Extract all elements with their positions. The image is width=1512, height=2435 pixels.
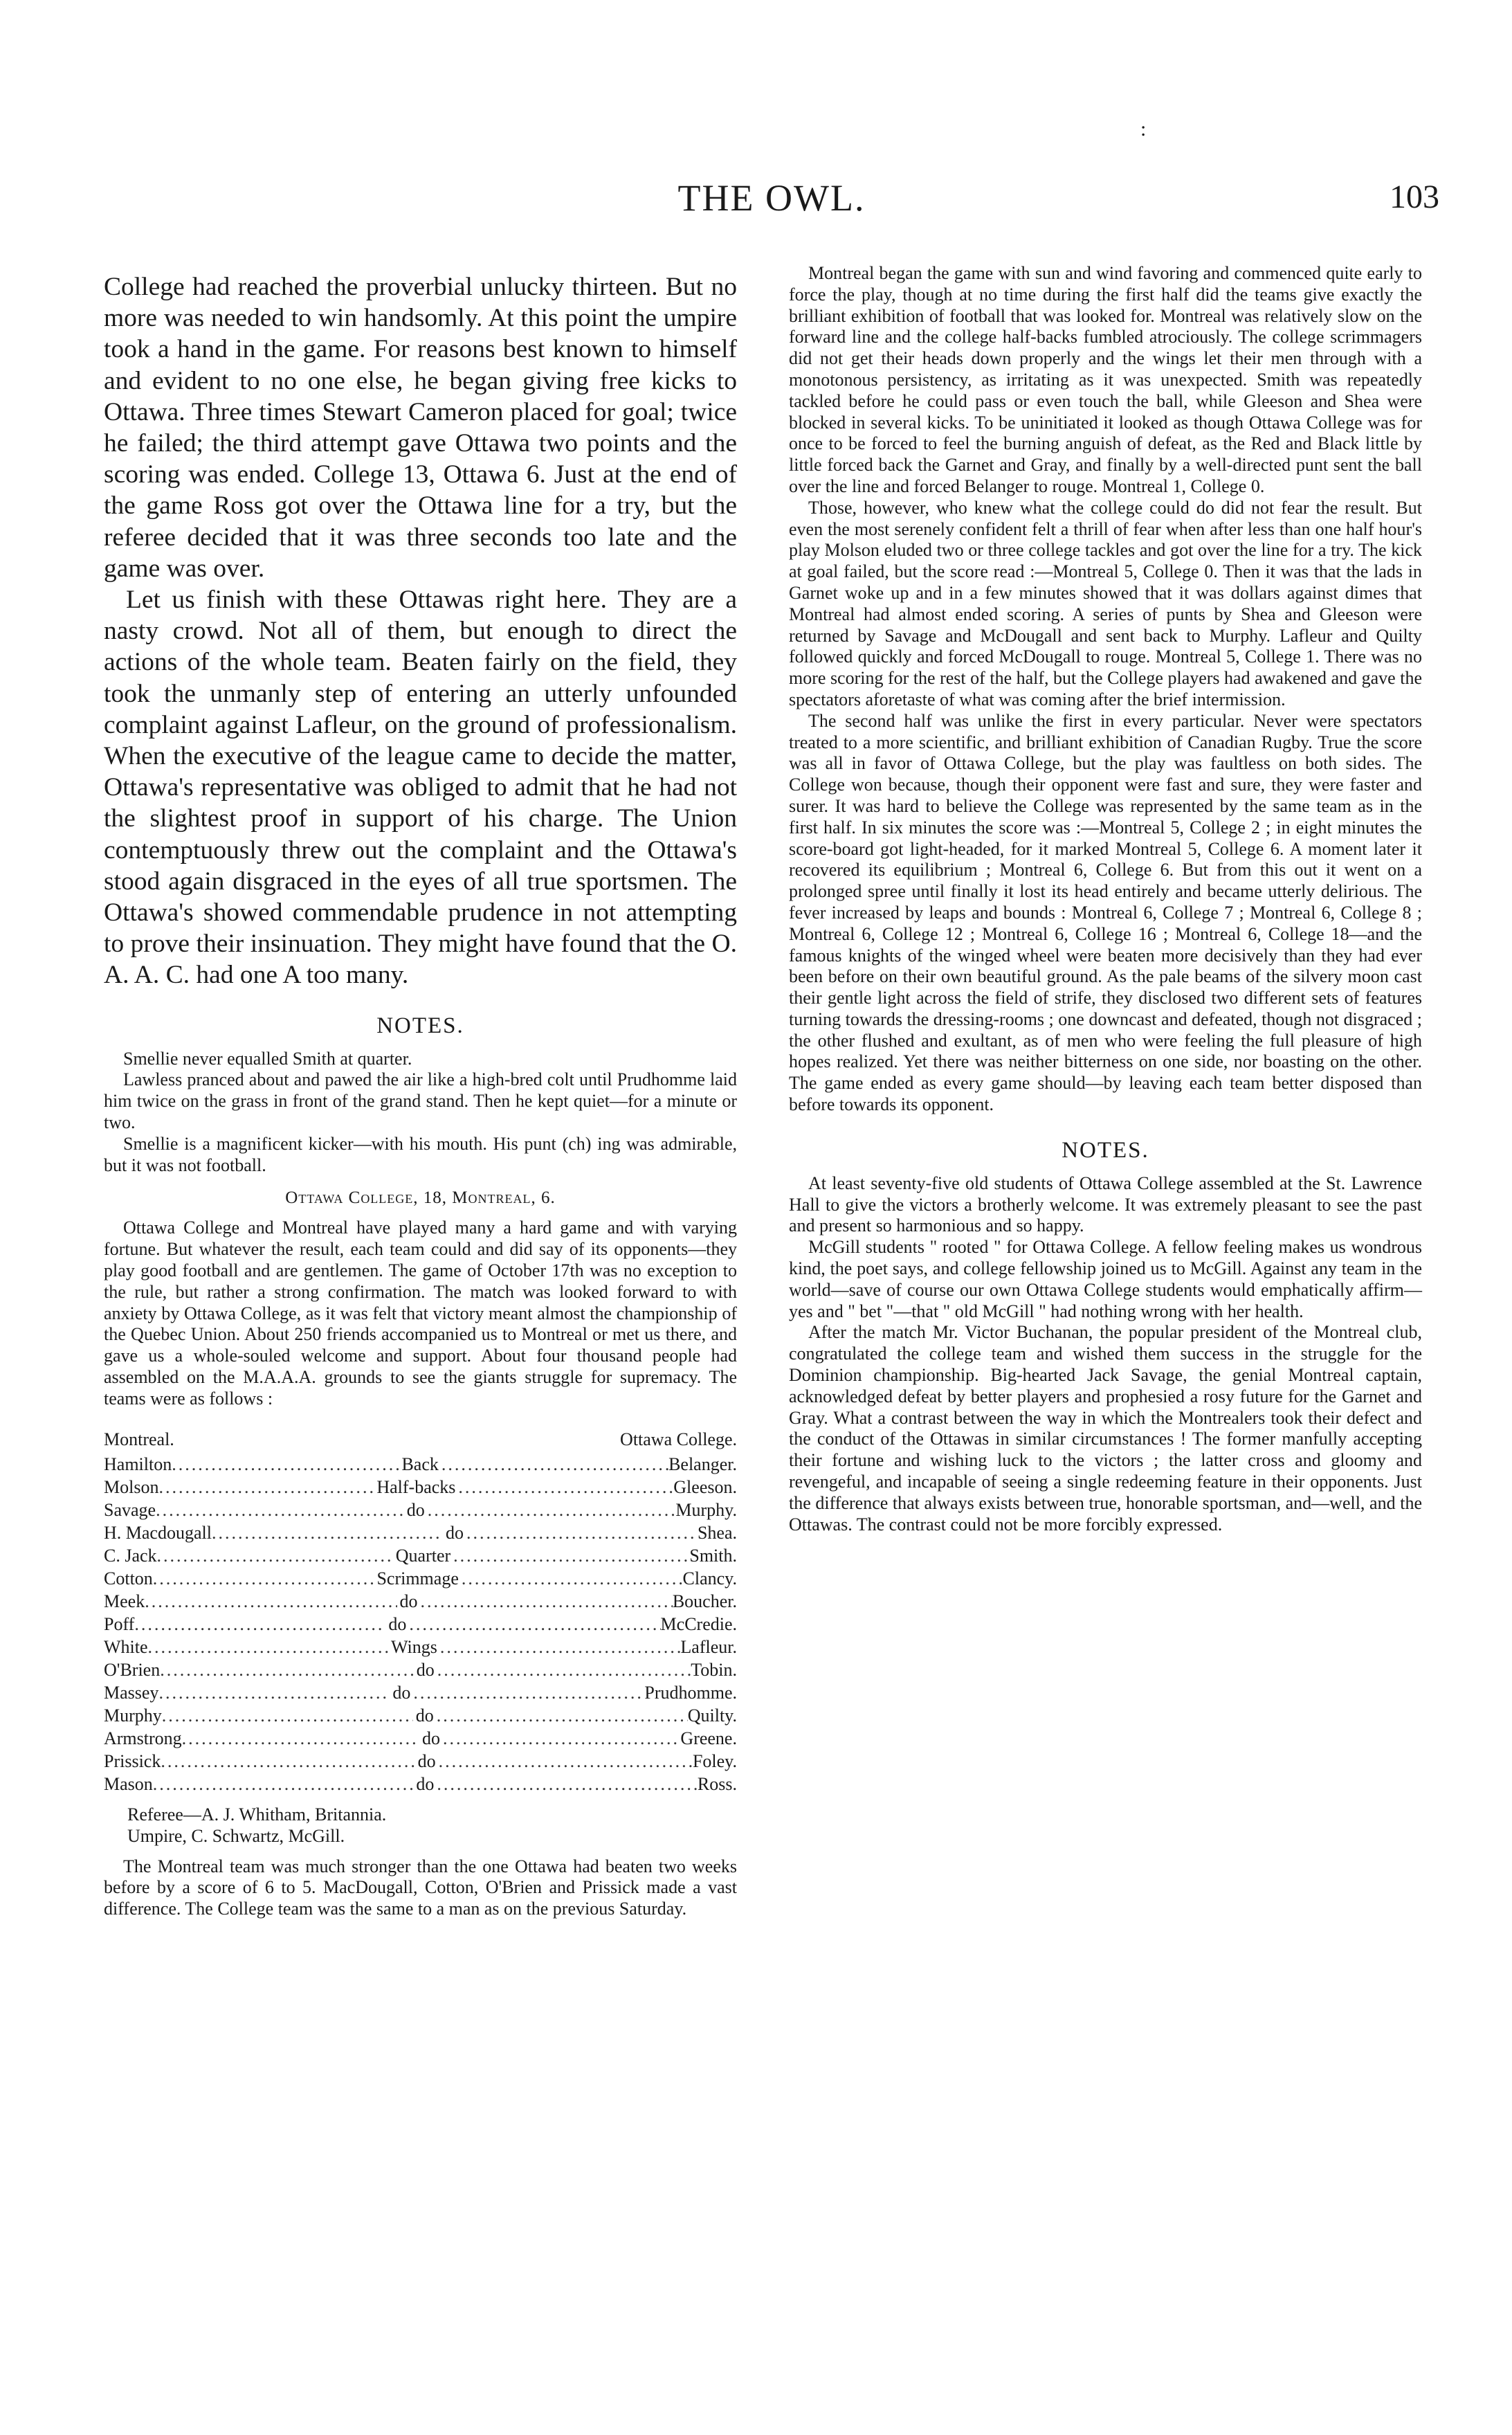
- player-position: Quarter: [395, 1545, 451, 1566]
- leader-dots: [134, 1614, 385, 1635]
- montreal-player: Cotton: [104, 1568, 153, 1588]
- leader-dots: [428, 1500, 676, 1521]
- lineup-row: [104, 1614, 737, 1637]
- player-position: Half-backs: [376, 1476, 456, 1497]
- montreal-player: C. Jack: [104, 1545, 157, 1566]
- game-report-paragraph: Those, however, who knew what the college could do did not fear the result. But even the most serenely confident felt a thrill of fear when after less than one half hour's play Molson eluded two or three college tackles and got over the line for a try. The kick at goal failed, but the score read :—Montreal 5, College 0. Then it was that the lads in Garnet woke up and in a few minutes showed that it was dollars against dimes that Montreal had almost ended scoring. A series of punts by Shea and Gleeson were returned by Savage and McDougall and sent back to Murphy. Lafleur and Quilty followed quickly and forced McDougall to rouge. Montreal 5, College 1. There was no more scoring for the rest of the half, but the College players had awakened and gave the spectators aforetaste of what was coming after the brief intermission.: [789, 497, 1422, 709]
- lineup-heading-ottawa: Ottawa College.: [620, 1429, 737, 1449]
- leader-dots: [409, 1614, 660, 1635]
- player-position: do: [422, 1728, 441, 1748]
- lineup-row: [104, 1546, 737, 1568]
- leader-dots: [172, 1454, 399, 1475]
- leader-dots: [437, 1705, 688, 1726]
- leader-dots: [153, 1568, 374, 1589]
- leader-dots: [443, 1728, 680, 1749]
- right-column: [789, 263, 1422, 1535]
- montreal-player: Murphy: [104, 1705, 162, 1726]
- ottawa-player: Quilty.: [687, 1705, 737, 1726]
- leader-dots: [158, 1683, 390, 1703]
- montreal-player: Molson: [104, 1476, 159, 1497]
- lineup-rows: [104, 1454, 737, 1797]
- leader-dots: [158, 1477, 374, 1498]
- player-position: do: [417, 1750, 436, 1771]
- game-report-paragraph: The second half was unlike the first in every particular. Never were spectators treated to a more scientific, and brilliant exhibition of Canadian Rugby. True the score was all in favor of Ottawa College, but the play was faultless on both sides. The College won because, though their opponent were fast and sure, they were faster and surer. It was hard to believe the College was represented by the same team as in the first half. In six minutes the score was :—Montreal 5, College 2 ; in eight minutes the score-board got light-headed, for it marked Montreal 5, College 6. A moment later it recovered its equilibrium ; Montreal 6, College 6. But from this out it went on a prolonged spree until finally it lost its head entirely and became utterly delirious. The fever increased by leaps and bounds : Montreal 6, College 7 ; Montreal 6, College 8 ; Montreal 6, College 12 ; Montreal 6, College 16 ; Montreal 6, College 18—and the famous knights of the winged wheel were beaten more decisively than they had ever been before on their own beautiful ground. As the pale beams of the silvery moon cast their gentle light across the field of strife, they disclosed two different sets of features turning towards the dressing-rooms ; one downcast and defeated, though not disgraced ; the other flushed and exultant, as of men who were feeling the full pleasure of high hopes realized. Yet there was neither bitterness on one side, nor boasting on the other. The game ended as every game should—by leaving each team better disposed than before towards its opponent.: [789, 710, 1422, 1115]
- montreal-player: Poff: [104, 1613, 135, 1634]
- leader-dots: [440, 1637, 681, 1658]
- leader-dots: [421, 1591, 673, 1612]
- ottawa-player: Tobin.: [691, 1659, 737, 1680]
- lineup-heading-montreal: Montreal.: [104, 1429, 174, 1449]
- officials: [127, 1804, 737, 1847]
- ottawa-player: Clancy.: [682, 1568, 737, 1588]
- leader-dots: [413, 1683, 644, 1703]
- lineup-row: [104, 1454, 737, 1477]
- montreal-player: Savage: [104, 1499, 156, 1520]
- ottawa-player: Murphy.: [675, 1499, 737, 1520]
- note-item: Smellie never equalled Smith at quarter.: [123, 1048, 412, 1069]
- lineup-row: [104, 1568, 737, 1591]
- leader-dots: [441, 1454, 668, 1475]
- article-paragraph: Let us finish with these Ottawas right here. They are a nasty crowd. Not all of them, but enough to direct the actions of the whole team. Beaten fairly on the field, they took the unmanly step of entering an utterly unfounded complaint against Lafleur, on the ground of professionalism. When the executive of the league came to decide the matter, Ottawa's representative was obliged to admit that he had not the slightest proof in support of his charge. The Union contemptuously threw out the complaint and the Ottawa's stood again disgraced in the eyes of all true sportsmen. The Ottawa's showed commendable prudence in not attempting to prove their insinuation. They might have found that the O. A. A. C. had one A too many.: [104, 586, 737, 990]
- leader-dots: [182, 1728, 419, 1749]
- player-position: Back: [401, 1454, 439, 1474]
- note-item: McGill students " rooted " for Ottawa College. A fellow feeling makes us wondrous kind, the poet says, and college fellowship joined us to McGill. Against any team in the world—save of course our own Ottawa College students would emphatically affirm—yes and " bet "—that " old McGill " had nothing wrong with her health.: [789, 1237, 1422, 1321]
- leader-dots: [162, 1705, 413, 1726]
- player-position: Scrimmage: [376, 1568, 459, 1588]
- player-position: do: [388, 1613, 407, 1634]
- ottawa-player: Boucher.: [672, 1591, 737, 1611]
- lineup-row: [104, 1683, 737, 1705]
- leader-dots: [439, 1751, 693, 1772]
- montreal-player: O'Brien: [104, 1659, 161, 1680]
- lineup-row: [104, 1751, 737, 1774]
- leader-dots: [145, 1591, 397, 1612]
- note-item: After the match Mr. Victor Buchanan, the popular president of the Montreal club, congratulated the college team and wished them success in the struggle for the Dominion championship. Big-hearted Jack Savage, the genial Montreal captain, acknowledged defeat by better players and prophesied a rosy future for the Garnet and Gray. What a contrast between the way in which the Montrealers took their defect and the conduct of the Ottawas in similar circumstances ! The former manfully accepting their fortune and wishing luck to the victors ; the latter cross and gloomy and revengeful, and incapable of seeing a single redeeming feature in their opponents. Just the difference that always exists between true, honorable sportsman, and—well, and the Ottawas. The contrast could not be more forcibly expressed.: [789, 1322, 1422, 1535]
- player-position: do: [406, 1499, 425, 1520]
- montreal-player: Mason: [104, 1773, 153, 1794]
- leader-dots: [153, 1774, 414, 1795]
- lineup-row: [104, 1591, 737, 1614]
- game-report-paragraph: Ottawa College and Montreal have played many a hard game and with varying fortune. But whatever the result, each team could and did say of its opponents—they play good football and are gentlemen. The game of October 17th was no exception to the rule, but rather a strong confirmation. The match was looked forward to with anxiety by Ottawa College, as it was felt that victory meant almost the championship of the Quebec Union. About 250 friends accompanied us to Montreal or met us there, and gave us a whole-souled welcome and support. About four thousand people had assembled on the M.A.A.A. grounds to see the giants struggle for supremacy. The teams were as follows :: [104, 1218, 737, 1409]
- ottawa-player: Greene.: [680, 1728, 737, 1748]
- leader-dots: [148, 1637, 389, 1658]
- ottawa-player: Belanger.: [668, 1454, 737, 1474]
- lineup-row: [104, 1637, 737, 1660]
- ottawa-player: Ross.: [697, 1773, 737, 1794]
- ottawa-player: McCredie.: [660, 1613, 737, 1634]
- ottawa-player: Lafleur.: [680, 1636, 737, 1657]
- leader-dots: [157, 1546, 393, 1566]
- lineup-table: [104, 1429, 737, 1797]
- leader-dots: [156, 1500, 404, 1521]
- leader-dots: [462, 1568, 683, 1589]
- player-position: do: [445, 1522, 464, 1543]
- page-number: 103: [1390, 179, 1439, 215]
- umpire-line: Umpire, C. Schwartz, McGill.: [127, 1825, 345, 1846]
- montreal-player: Prissick: [104, 1750, 161, 1771]
- player-position: do: [416, 1773, 435, 1794]
- corner-mark: :: [1140, 118, 1147, 141]
- leader-dots: [437, 1774, 698, 1795]
- montreal-player: Meek: [104, 1591, 145, 1611]
- notes-heading: NOTES.: [1062, 1137, 1149, 1163]
- referee-line: Referee—A. J. Whitham, Britannia.: [127, 1804, 387, 1825]
- leader-dots: [437, 1660, 691, 1681]
- game-heading: Ottawa College, 18, Montreal, 6.: [285, 1188, 556, 1208]
- game-report-paragraph: Montreal began the game with sun and wind favoring and commenced quite early to force the play, though at no time during the first half did the teams give exactly the brilliant exhibition of football that was looked for. Montreal was relatively slow on the forward line and the college half-backs fumbled atrociously. The college scrimmagers did not get their heads down properly and the wings let their men through with a monotonous persistency, as irritating as it was unexpected. Smith was repeatedly tackled before he could pass or even touch the ball, while Gleeson and Shea were blocked in several kicks. To be uninitiated it looked as though Ottawa College was for once to be forced to feel the burning anguish of defeat, as the Red and Black little by little forced back the Garnet and Gray, and finally by a well-directed punt sent the ball over the line and forced Belanger to rouge. Montreal 1, College 0.: [789, 263, 1422, 496]
- lineup-row: [104, 1705, 737, 1728]
- lineup-header: [104, 1429, 737, 1450]
- montreal-player: Armstrong: [104, 1728, 182, 1748]
- leader-dots: [466, 1523, 698, 1544]
- note-item: Smellie is a magnificent kicker—with his mouth. His punt (ch) ing was admirable, but it was not football.: [104, 1133, 737, 1175]
- ottawa-player: Prudhomme.: [644, 1682, 737, 1703]
- montreal-player: White: [104, 1636, 148, 1657]
- montreal-player: Hamilton: [104, 1454, 172, 1474]
- montreal-player: H. Macdougall: [104, 1522, 212, 1543]
- page-title: THE OWL.: [677, 177, 866, 219]
- lineup-row: [104, 1477, 737, 1500]
- page-header: [104, 176, 1439, 225]
- ottawa-player: Smith.: [689, 1545, 737, 1566]
- leader-dots: [453, 1546, 689, 1566]
- montreal-player: Massey: [104, 1682, 159, 1703]
- leader-dots: [458, 1477, 673, 1498]
- ottawa-player: Shea.: [697, 1522, 737, 1543]
- note-item: At least seventy-five old students of Ottawa College assembled at the St. Lawrence Hall to give the victors a brotherly welcome. It was extremely pleasant to see the past and present so harmonious and so happy.: [789, 1173, 1422, 1236]
- lineup-row: [104, 1523, 737, 1546]
- leader-dots: [212, 1523, 443, 1544]
- lineup-row: [104, 1774, 737, 1797]
- lineup-row: [104, 1728, 737, 1751]
- closing-paragraph: The Montreal team was much stronger than the one Ottawa had beaten two weeks before by a score of 6 to 5. MacDougall, Cotton, O'Brien and Prissick made a vast difference. The College team was the same to a man as on the previous Saturday.: [104, 1856, 737, 1919]
- player-position: do: [392, 1682, 411, 1703]
- left-column: [104, 271, 737, 1920]
- lineup-row: [104, 1660, 737, 1683]
- player-position: do: [415, 1705, 434, 1726]
- player-position: Wings: [391, 1636, 437, 1657]
- article-paragraph: College had reached the proverbial unlucky thirteen. But no more was needed to win handsomly. At this point the umpire took a hand in the game. For reasons best known to himself and evident to no one else, he began giving free kicks to Ottawa. Three times Stewart Cameron placed for goal; twice he failed; the third attempt gave Ottawa two points and the scoring was ended. College 13, Ottawa 6. Just at the end of the game Ross got over the Ottawa line for a try, but the referee decided that it was three seconds too late and the game was over.: [104, 273, 737, 583]
- player-position: do: [416, 1659, 435, 1680]
- ottawa-player: Foley.: [692, 1750, 737, 1771]
- ottawa-player: Gleeson.: [673, 1476, 737, 1497]
- leader-dots: [161, 1751, 415, 1772]
- leader-dots: [160, 1660, 413, 1681]
- note-item: Lawless pranced about and pawed the air like a high-bred colt until Prudhomme laid him twice on the grass in front of the grand stand. Then he kept quiet—for a minute or two.: [104, 1069, 737, 1133]
- player-position: do: [399, 1591, 418, 1611]
- notes-heading: NOTES.: [376, 1013, 464, 1038]
- lineup-row: [104, 1500, 737, 1523]
